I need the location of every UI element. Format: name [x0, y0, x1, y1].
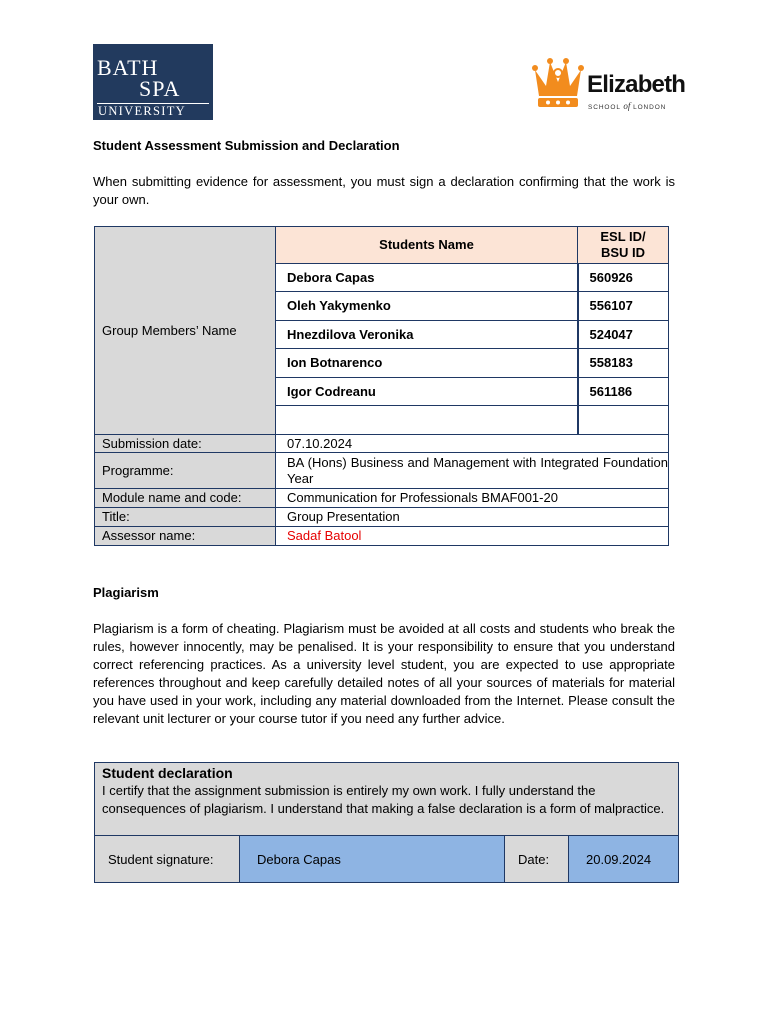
student-id: 558183	[578, 349, 669, 378]
group-members-label: Group Members’ Name	[95, 227, 276, 435]
empty-id-cell	[578, 406, 669, 435]
elizabeth-sub-left: SCHOOL	[588, 104, 621, 111]
students-name-header: Students Name	[276, 227, 578, 264]
submission-date-label: Submission date:	[95, 435, 276, 453]
student-name: Igor Codreanu	[276, 378, 578, 406]
title-label: Title:	[95, 508, 276, 527]
student-id-header-line1: ESL ID/	[600, 229, 646, 244]
student-name: Hnezdilova Veronika	[276, 321, 578, 349]
student-id: 561186	[578, 378, 669, 406]
module-label: Module name and code:	[95, 489, 276, 508]
student-declaration-table	[94, 762, 679, 883]
student-id: 560926	[578, 264, 669, 292]
student-id: 556107	[578, 292, 669, 321]
declaration-heading: Student declaration	[102, 765, 233, 781]
module-value: Communication for Professionals BMAF001-20	[276, 489, 669, 508]
empty-name-cell	[276, 406, 578, 435]
date-value: 20.09.2024	[569, 836, 679, 883]
submission-date-value: 07.10.2024	[276, 435, 669, 453]
declaration-text: I certify that the assignment submission is entirely my own work. I fully understand the consequences of plagiarism. I understand that making a false declaration is a form of malpractice.	[102, 783, 665, 816]
assessor-value: Sadaf Batool	[276, 527, 669, 546]
plagiarism-heading: Plagiarism	[93, 585, 159, 600]
crown-icon	[532, 56, 584, 110]
student-name: Ion Botnarenco	[276, 349, 578, 378]
page-title: Student Assessment Submission and Declaration	[93, 138, 400, 153]
logo-word-bath: BATH	[97, 55, 159, 80]
elizabeth-sub-right: LONDON	[633, 104, 667, 111]
elizabeth-subtitle	[588, 101, 666, 111]
student-id: 524047	[578, 321, 669, 349]
signature-value: Debora Capas	[240, 836, 505, 883]
group-members-table	[94, 226, 669, 546]
student-name: Oleh Yakymenko	[276, 292, 578, 321]
programme-value: BA (Hons) Business and Management with Integrated Foundation Year	[276, 453, 669, 489]
bath-spa-logo	[93, 44, 213, 120]
date-label: Date:	[505, 836, 569, 883]
elizabeth-sub-mid: of	[623, 101, 631, 111]
student-id-header	[578, 227, 669, 264]
assessor-label: Assessor name:	[95, 527, 276, 546]
logo-word-university: UNIVERSITY	[98, 104, 186, 118]
title-value: Group Presentation	[276, 508, 669, 527]
elizabeth-wordmark: Elizabeth	[587, 71, 686, 98]
programme-label: Programme:	[95, 453, 276, 489]
student-name: Debora Capas	[276, 264, 578, 292]
plagiarism-paragraph: Plagiarism is a form of cheating. Plagiarism must be avoided at all costs and students who break the rules, however innocently, may be penalised. It is your responsibility to ensure that you understand correct referencing practices. As a university level student, you are expected to use appropriate references throughout and keep carefully detailed notes of all your sources of materials for material you have used in your work, including any material downloaded from the Internet. Please consult the relevant unit lecturer or your course tutor if you need any further advice.	[93, 621, 675, 726]
student-id-header-line2: BSU ID	[600, 245, 646, 260]
elizabeth-school-logo	[532, 56, 686, 114]
signature-label: Student signature:	[95, 836, 240, 883]
intro-paragraph: When submitting evidence for assessment, you must sign a declaration confirming that the work is your own.	[93, 174, 675, 207]
declaration-box	[95, 763, 679, 836]
logo-word-spa: SPA	[139, 76, 181, 101]
